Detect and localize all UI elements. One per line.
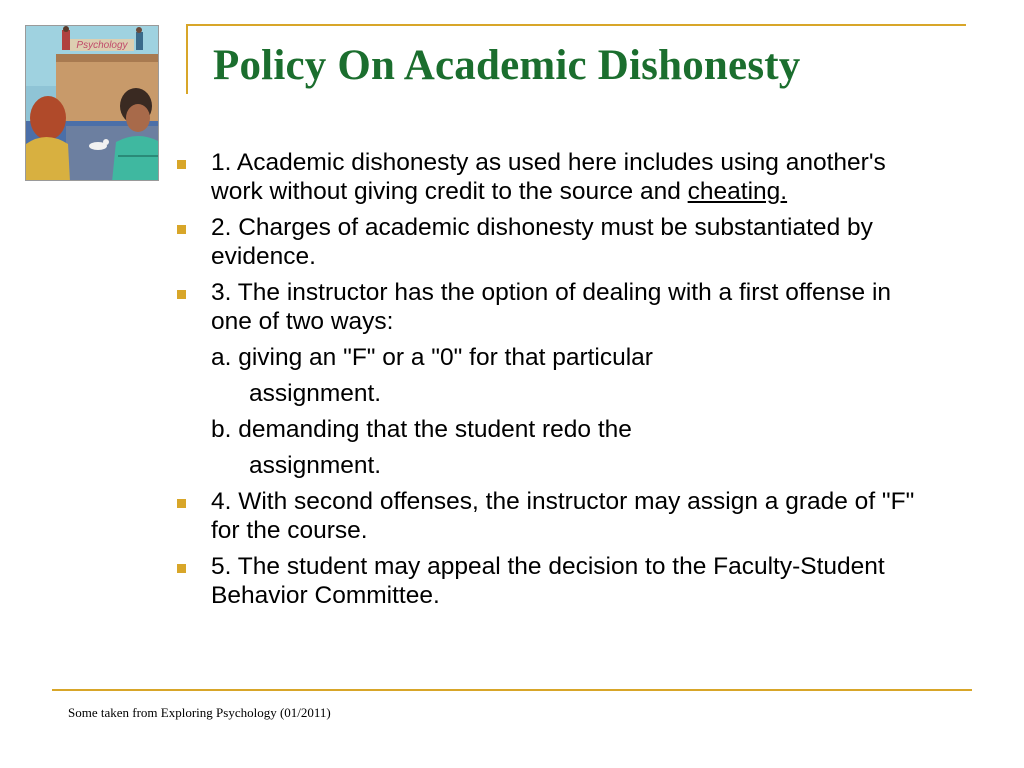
underlined-word: cheating. [687, 178, 788, 205]
footer-rule [52, 689, 972, 691]
bullet-text-5: 5. The student may appeal the decision to the Faculty-Student Behavior Committee. [211, 553, 885, 609]
cover-title-text: Psychology [76, 40, 128, 51]
slide-title: Policy On Academic Dishonesty [213, 42, 801, 89]
bullet-item-2 [172, 213, 932, 271]
bullet-item-3 [172, 278, 932, 336]
bullet-square-icon [177, 499, 186, 508]
bullet-list [172, 148, 932, 617]
bullet-text-4: 4. With second offenses, the instructor may assign a grade of "F" for the course. [211, 488, 915, 544]
title-accent-horizontal-rule [186, 24, 966, 26]
bullet-square-icon [177, 290, 186, 299]
sub-item-a-line2: assignment. [249, 380, 382, 407]
bullet-square-icon [177, 225, 186, 234]
bullet-text-3: 3. The instructor has the option of dealing with a first offense in one of two ways: [211, 279, 892, 335]
bullet-item-1 [172, 148, 932, 206]
bullet-text-2: 2. Charges of academic dishonesty must be substantiated by evidence. [211, 214, 873, 270]
sub-item-a-line1: a. giving an "F" or a "0" for that particular [211, 344, 653, 371]
bullet-square-icon [177, 160, 186, 169]
sub-item-b-line2: assignment. [249, 452, 382, 479]
bullet-text-1: 1. Academic dishonesty as used here includes using another's work without giving credit to the source and [211, 149, 886, 205]
bullet-item-4 [172, 487, 932, 545]
bullet-square-icon [177, 564, 186, 573]
footer-source-note: Some taken from Exploring Psychology (01/2011) [68, 705, 331, 720]
book-cover-image [25, 25, 159, 181]
bullet-item-5 [172, 552, 932, 610]
title-accent-vertical-rule [186, 24, 188, 94]
sub-item-b-line1: b. demanding that the student redo the [211, 416, 632, 443]
